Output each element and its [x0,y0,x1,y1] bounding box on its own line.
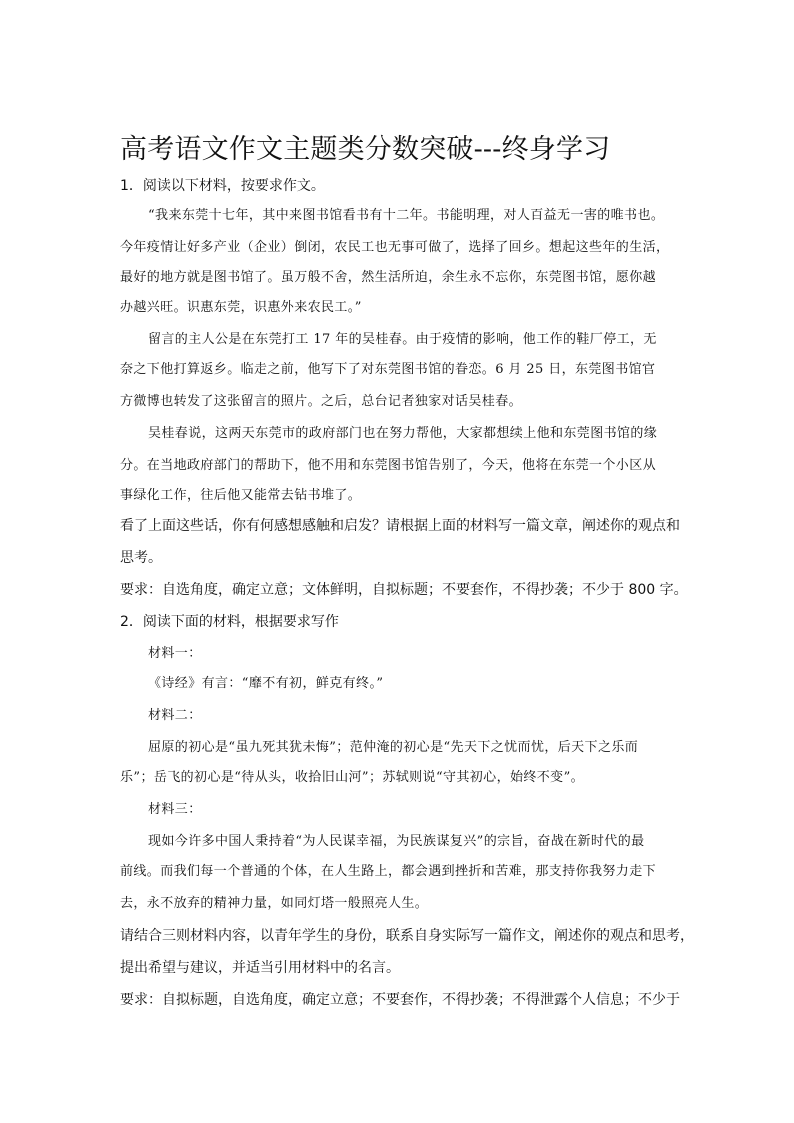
q2-material-2-label: 材料二： [148,708,202,723]
page-title: 高考语文作文主题类分数突破---终身学习 [120,134,611,165]
q1-para3-line-3: 事绿化工作，往后他又能常去钻书堆了。 [120,488,362,503]
q1-para2-line-3: 方微博也转发了这张留言的照片。之后，总台记者独家对话吴桂春。 [120,394,523,409]
q1-prompt-line-2: 思考。 [120,550,162,566]
q2-requirement: 要求：自拟标题，自选角度，确定立意；不要套作，不得抄袭；不得泄露个人信息；不少于 [120,992,680,1008]
q2-material-1-text: 《诗经》有言：“靡不有初，鲜克有终。” [148,676,384,691]
q2-prompt-line-2: 提出希望与建议，并适当引用材料中的名言。 [120,960,400,976]
q2-material-3-label: 材料三： [148,802,202,817]
q2-material-3-line-3: 去，永不放弃的精神力量，如同灯塔一般照亮人生。 [120,896,429,911]
q1-para3-line-2: 分。在当地政府部门的帮助下，他不用和东莞图书馆告别了，今天，他将在东莞一个小区从 [120,458,657,473]
q1-requirement: 要求：自选角度，确定立意；文体鲜明，自拟标题；不要套作，不得抄袭；不少于 800 字。 [120,582,688,598]
q1-prompt-line-1: 看了上面这些话，你有何感想感触和启发？请根据上面的材料写一篇文章，阐述你的观点和 [120,518,680,534]
question-1-heading: 1．阅读以下材料，按要求作文。 [120,178,325,194]
q2-material-3-line-2: 前线。而我们每一个普通的个体，在人生路上，都会遇到挫折和苦难，那支持你我努力走下 [120,864,657,879]
q2-prompt-line-1: 请结合三则材料内容，以青年学生的身份，联系自身实际写一篇作文，阐述你的观点和思考， [120,928,694,944]
q2-material-3-line-1: 现如今许多中国人秉持着“为人民谋幸福，为民族谋复兴”的宗旨，奋战在新时代的最 [148,834,645,849]
q1-quote-line-1: “我来东莞十七年，其中来图书馆看书有十二年。书能明理，对人百益无一害的唯书也。 [148,208,665,223]
q1-para3-line-1: 吴桂春说，这两天东莞市的政府部门也在努力帮他，大家都想续上他和东莞图书馆的缘 [148,426,658,441]
q1-quote-line-2: 今年疫情让好多产业（企业）倒闭，农民工也无事可做了，选择了回乡。想起这些年的生活， [120,240,670,255]
q2-material-2-line-2: 乐”；岳飞的初心是“待从头，收拾旧山河”；苏轼则说“守其初心，始终不变”。 [120,770,585,785]
q1-para2-line-1: 留言的主人公是在东莞打工 17 年的吴桂春。由于疫情的影响，他工作的鞋厂停工，无 [148,332,657,347]
q1-quote-line-4: 办越兴旺。识惠东莞，识惠外来农民工。” [120,300,362,315]
q1-para2-line-2: 奈之下他打算返乡。临走之前，他写下了对东莞图书馆的眷恋。6 月 25 日，东莞图书馆官 [120,362,656,377]
q2-material-1-label: 材料一： [148,646,202,661]
question-2-heading: 2．阅读下面的材料，根据要求写作 [120,614,339,630]
q1-quote-line-3: 最好的地方就是图书馆了。虽万般不舍，然生活所迫，余生永不忘你，东莞图书馆，愿你越 [120,270,657,285]
q2-material-2-line-1: 屈原的初心是“虽九死其犹未悔”；范仲淹的初心是“先天下之忧而忧，后天下之乐而 [148,740,639,755]
